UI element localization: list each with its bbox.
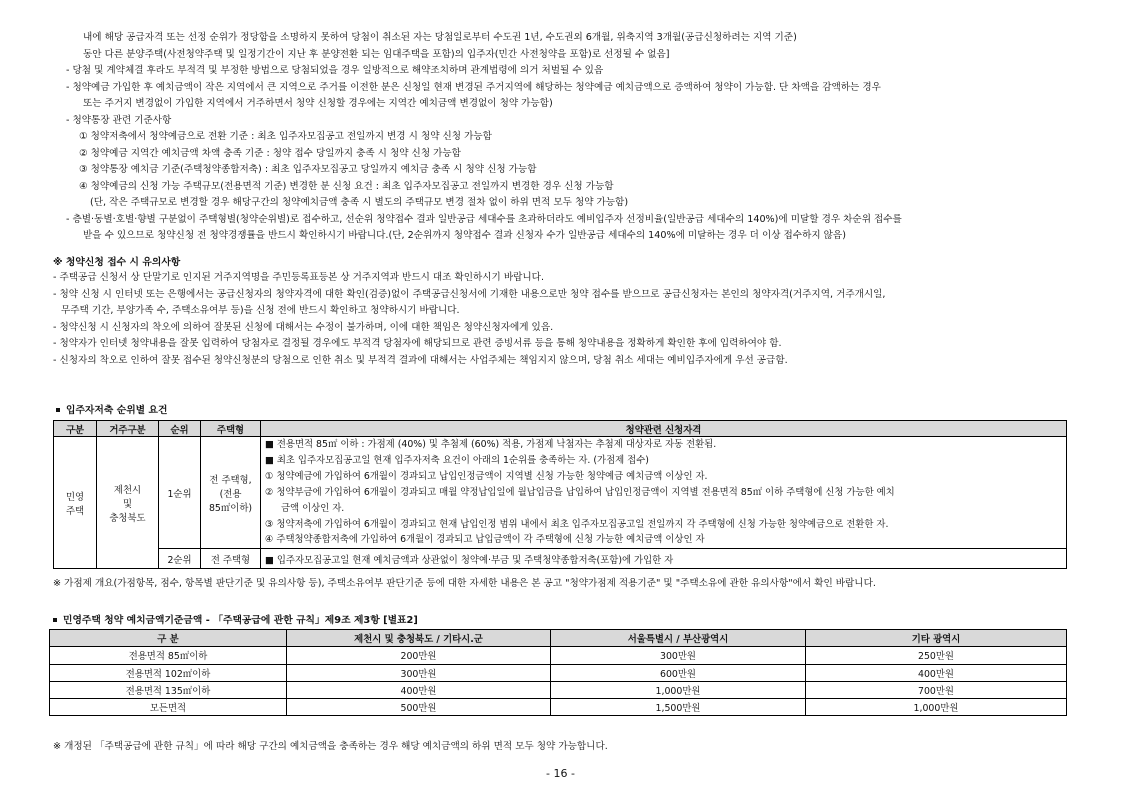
column-header: 구 분 [50, 630, 287, 647]
column-header: 제천시 및 충청북도 / 기타시.군 [287, 630, 551, 647]
deposit-amount-table [49, 629, 1067, 716]
footnote: ※ 개정된 「주택공급에 관한 규칙」에 따라 해당 구간의 예치금액을 충족하는 경우 해당 예치금액의 하위 면적 모두 청약 가능합니다. [53, 741, 608, 752]
text-line: - 층별·동별·호별·향별 구분없이 주택형별(청약순위별)로 접수하고, 선순위 청약접수 결과 일반공급 세대수를 초과하더라도 예비입주자 선정비율(일반공급 세대수의 140%)에 미달할 경우 차순위 접수를 [66, 213, 902, 225]
table-row: 모든면적 500만원 1,500만원 1,000만원 [50, 699, 1067, 716]
table-cell: 제천시 및 충청북도 [97, 437, 159, 569]
footnote: ※ 가점제 개요(가점항목, 점수, 항목별 판단기준 및 유의사항 등), 주택소유여부 판단기준 등에 대한 자세한 내용은 본 공고 "청약가점제 적용기준" 및 "주택소유에 관한 유의사항"에서 확인 바랍니다. [53, 578, 876, 589]
text-line: ③ 청약통장 예치금 기준(주택청약종합저축) : 최초 입주자모집공고 당일까지 예치금 충족 시 청약 신청 가능함 [79, 164, 537, 175]
table-cell: 전 주택형 [201, 549, 261, 569]
text-line: 무주택 기간, 부양가족 수, 주택소유여부 등)을 신청 전에 반드시 확인하고 청약하시기 바랍니다. [61, 305, 460, 316]
text-line: 금액 이상인 자. [281, 502, 345, 514]
text-line: - 주택공급 신청서 상 단말기로 인지된 거주지역명을 주민등록표등본 상 거주지역과 반드시 대조 확인하시기 바랍니다. [53, 272, 544, 283]
text-line: 내에 해당 공급자격 또는 선정 순위가 정당함을 소명하지 못하여 당첨이 취소된 자는 당첨일로부터 수도권 1년, 수도권외 6개월, 위축지역 3개월(공급신청하려는 지역 기준) [83, 32, 797, 43]
table-cell: 민영 주택 [54, 437, 97, 569]
square-bullet-icon [53, 618, 57, 622]
text-line: - 신청자의 착오로 인하여 잘못 접수된 청약신청분의 당첨으로 인한 취소 및 부적격 결과에 대해서는 사업주체는 책임지지 않으며, 당첨 취소 세대는 예비입주자에게 우선 공급함. [53, 354, 788, 366]
column-header: 주택형 [201, 421, 261, 437]
table-cell: ■ 입주자모집공고일 현재 예치금액과 상관없이 청약예·부금 및 주택청약종합저축(포함)에 가입한 자 [261, 549, 1067, 569]
section-title-caution: ※ 청약신청 접수 시 유의사항 [53, 257, 181, 268]
text-line: ■ 최초 입주자모집공고일 현재 입주자저축 요건이 아래의 1순위를 충족하는 자. (가점제 접수) [265, 454, 649, 466]
text-line: 받을 수 있으므로 청약신청 전 청약경쟁률을 반드시 확인하시기 바랍니다.(단, 2순위까지 청약접수 결과 신청자 수가 일반공급 세대수의 140%에 미달하는 경우 더 이상 접수하지 않음) [83, 230, 846, 241]
column-header: 거주구분 [97, 421, 159, 437]
text-line: ④ 주택청약종합저축에 가입하여 6개월이 경과되고 납입금액이 각 주택형에 신청 가능한 예치금액 이상인 자 [265, 534, 705, 546]
text-line: ② 청약부금에 가입하여 6개월이 경과되고 매월 약정납입일에 월납입금을 납입하여 납입인정금액이 지역별 전용면적 85㎡ 이하 주택형에 신청 가능한 예치 [265, 486, 895, 498]
column-header: 순위 [159, 421, 201, 437]
text-line: - 청약자가 인터넷 청약내용을 잘못 입력하여 당첨자로 결정될 경우에도 부적격 당첨자에 해당되므로 관련 증빙서류 등을 통해 청약내용을 정확하게 확인한 후에 입력하여야 함. [53, 338, 782, 349]
column-header: 기타 광역시 [806, 630, 1067, 647]
text-line: - 청약예금 가입한 후 예치금액이 작은 지역에서 큰 지역으로 주거를 이전한 분은 신청일 현재 변경된 주거지역에 해당하는 청약예금 예치금액으로 증액하여 청약이 가능함. 단 차액을 감액하는 경우 [66, 81, 881, 93]
table-row: 전용면적 135㎡이하 400만원 1,000만원 700만원 [50, 681, 1067, 698]
text-line: - 청약 신청 시 인터넷 또는 은행에서는 공급신청자의 청약자격에 대한 확인(검증)없이 주택공급신청서에 기재한 내용으로만 청약 접수를 받으므로 공급신청자는 본인의 청약자격(거주지역, 거주개시일, [53, 288, 886, 300]
table-row: 전용면적 85㎡이하 200만원 300만원 250만원 [50, 647, 1067, 664]
section-title-deposit-table: 민영주택 청약 예치금액기준금액 - 「주택공급에 관한 규칙」제9조 제3항 [별표2] [53, 612, 418, 626]
text-line: 또는 주거지 변경없이 가입한 지역에서 거주하면서 청약 신청할 경우에는 지역간 예치금액 변경없이 청약 가능함) [83, 98, 553, 109]
page-number: - 16 - [546, 767, 575, 780]
text-line: - 청약통장 관련 기준사항 [66, 114, 172, 126]
text-line: (단, 작은 주택규모로 변경할 경우 해당구간의 청약예치금액 충족 시 별도의 주택규모 변경 절차 없이 하위 면적 모두 청약 가능함) [90, 197, 629, 208]
text-line: - 당첨 및 계약체결 후라도 부적격 및 부정한 방법으로 당첨되었을 경우 일방적으로 해약조치하며 관계법령에 의거 처벌될 수 있음 [66, 65, 604, 76]
column-header: 청약관련 신청자격 [261, 421, 1067, 437]
square-bullet-icon [56, 408, 60, 412]
section-title-rank-requirements: 입주자저축 순위별 요건 [56, 402, 167, 416]
table-cell: 2순위 [159, 549, 201, 569]
column-header: 구분 [54, 421, 97, 437]
table-cell: 1순위 [159, 437, 201, 549]
column-header: 서울특별시 / 부산광역시 [551, 630, 806, 647]
text-line: ② 청약예금 지역간 예치금액 차액 충족 기준 : 청약 접수 당일까지 충족 시 청약 신청 가능함 [79, 147, 461, 159]
text-line: ③ 청약저축에 가입하여 6개월이 경과되고 현재 납입인정 범위 내에서 최초 입주자모집공고일 전일까지 각 주택형에 신청 가능한 청약예금으로 전환한 자. [265, 518, 889, 530]
table-cell [261, 437, 1067, 549]
text-line: ■ 전용면적 85㎡ 이하 : 가점제 (40%) 및 추첨제 (60%) 적용, 가점제 낙첨자는 추첨제 대상자로 자동 전환됨. [265, 439, 717, 450]
rank-requirements-table [53, 420, 1067, 569]
text-line: ① 청약예금에 가입하여 6개월이 경과되고 납입인정금액이 지역별 신청 가능한 청약예금 예치금액 이상인 자. [265, 470, 708, 482]
continued-paragraph [83, 30, 797, 63]
bullet-list [66, 63, 902, 245]
table-cell: 전 주택형, (전용 85㎡이하) [201, 437, 261, 549]
text-line: - 청약신청 시 신청자의 착오에 의하여 잘못된 신청에 대해서는 수정이 불가하며, 이에 대한 책임은 청약신청자에게 있음. [53, 321, 554, 333]
table-row: 전용면적 102㎡이하 300만원 600만원 400만원 [50, 664, 1067, 681]
text-line: 동안 다른 분양주택(사전청약주택 및 일정기간이 지난 후 분양전환 되는 임대주택을 포함)의 입주자(민간 사전청약을 포함)로 선정될 수 없음] [83, 48, 670, 60]
text-line: ① 청약저축에서 청약예금으로 전환 기준 : 최초 입주자모집공고 전일까지 변경 시 청약 신청 가능함 [79, 131, 492, 142]
text-line: ④ 청약예금의 신청 가능 주택규모(전용면적 기준) 변경한 분 신청 요건 : 최초 입주자모집공고 전일까지 변경한 경우 신청 가능함 [79, 180, 614, 192]
caution-list [53, 270, 885, 369]
